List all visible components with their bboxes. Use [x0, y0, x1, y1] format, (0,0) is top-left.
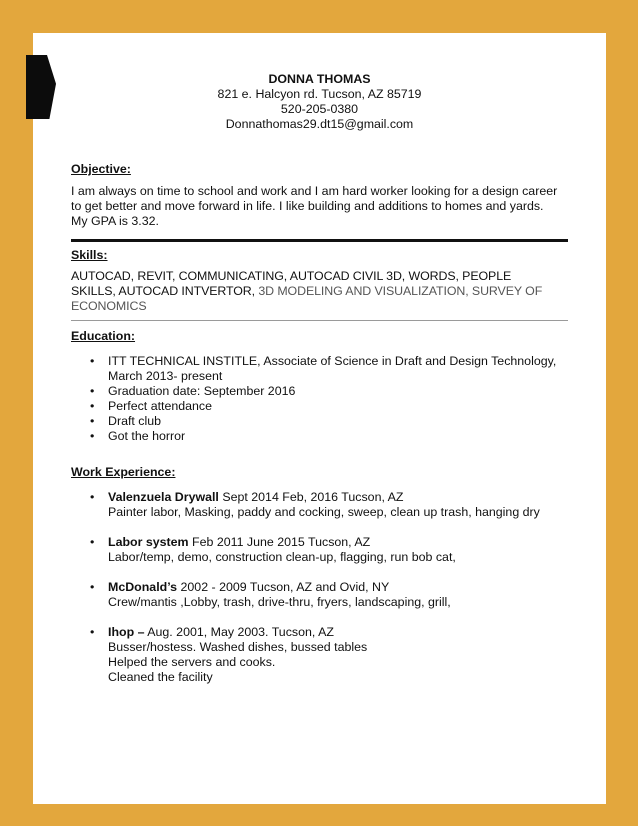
job-meta: Feb 2011 June 2015 Tucson, AZ: [188, 535, 371, 549]
bullet-icon: •: [90, 490, 95, 504]
skills-title: Skills:: [71, 248, 108, 262]
education-item-text: March 2013- present: [108, 369, 223, 383]
employer-name: Valenzuela Drywall: [108, 490, 219, 504]
skills-section: [71, 248, 568, 314]
employer-name: McDonald’s: [108, 580, 178, 594]
education-title: Education:: [71, 329, 136, 343]
bullet-icon: •: [90, 429, 95, 443]
frame-border-top: [0, 0, 638, 33]
skills-line-faded: ECONOMICS: [71, 299, 147, 313]
skills-line: [71, 284, 568, 299]
phone: 520-205-0380: [280, 102, 359, 116]
job-meta: Aug. 2001, May 2003. Tucson, AZ: [144, 625, 334, 639]
education-item-text: Perfect attendance: [108, 399, 213, 413]
employer-name: Labor system: [108, 535, 189, 549]
employer-name: Ihop –: [108, 625, 145, 639]
education-item-text: Got the horror: [108, 429, 186, 443]
address: 821 e. Halcyon rd. Tucson, AZ 85719: [217, 87, 422, 101]
objective-line: to get better and move forward in life. I like building and additions to homes and yards.: [71, 199, 544, 213]
bullet-icon: •: [90, 580, 95, 594]
list-item: [90, 429, 568, 444]
skills-line: AUTOCAD, REVIT, COMMUNICATING, AUTOCAD CIVIL 3D, WORDS, PEOPLE: [71, 269, 512, 283]
contact-header: [71, 72, 568, 132]
skills-line-dark: SKILLS, AUTOCAD INTVERTOR,: [71, 284, 256, 298]
job-duties: Busser/hostess. Washed dishes, bussed tables: [108, 640, 368, 654]
education-list: [71, 354, 568, 444]
work-section: [71, 465, 568, 685]
education-section: [71, 329, 568, 444]
objective-title: Objective:: [71, 162, 131, 176]
frame-border-right: [606, 0, 638, 826]
education-item-text: Graduation date: September 2016: [108, 384, 296, 398]
objective-section: [71, 162, 568, 229]
education-item-text: ITT TECHNICAL INSTITLE, Associate of Science in Draft and Design Technology,: [108, 354, 557, 368]
section-divider-thick: [71, 239, 568, 242]
job-meta: 2002 - 2009 Tucson, AZ and Ovid, NY: [177, 580, 390, 594]
list-item: [90, 490, 568, 520]
job-duties: Painter labor, Masking, paddy and cocking, sweep, clean up trash, hanging dry: [108, 505, 540, 519]
education-item-text: Draft club: [108, 414, 162, 428]
bullet-icon: •: [90, 625, 95, 639]
candidate-name: DONNA THOMAS: [268, 72, 371, 86]
list-item: [90, 580, 568, 610]
bullet-icon: •: [90, 384, 95, 398]
decorative-tab-marker: [26, 55, 56, 119]
frame-border-left: [0, 0, 33, 826]
section-divider-thin: [71, 320, 568, 321]
work-list: [71, 490, 568, 685]
bullet-icon: •: [90, 535, 95, 549]
list-item: [90, 399, 568, 414]
email: Donnathomas29.dt15@gmail.com: [225, 117, 414, 131]
bullet-icon: •: [90, 399, 95, 413]
objective-line: My GPA is 3.32.: [71, 214, 159, 228]
skills-line-faded: 3D MODELING AND VISUALIZATION, SURVEY OF: [255, 284, 543, 298]
list-item: [90, 414, 568, 429]
frame-border-bottom: [0, 804, 638, 826]
bullet-icon: •: [90, 354, 95, 368]
list-item: [90, 625, 568, 685]
work-title: Work Experience:: [71, 465, 176, 479]
job-duties: Crew/mantis ,Lobby, trash, drive-thru, fryers, landscaping, grill,: [108, 595, 451, 609]
list-item: [90, 354, 568, 384]
objective-line: I am always on time to school and work and I am hard worker looking for a design career: [71, 184, 558, 198]
list-item: [90, 535, 568, 565]
job-duties: Labor/temp, demo, construction clean-up, flagging, run bob cat,: [108, 550, 456, 564]
bullet-icon: •: [90, 414, 95, 428]
resume-content: [71, 72, 568, 685]
job-duties: Cleaned the facility: [108, 670, 213, 684]
list-item: [90, 384, 568, 399]
job-meta: Sept 2014 Feb, 2016 Tucson, AZ: [218, 490, 404, 504]
job-duties: Helped the servers and cooks.: [108, 655, 276, 669]
